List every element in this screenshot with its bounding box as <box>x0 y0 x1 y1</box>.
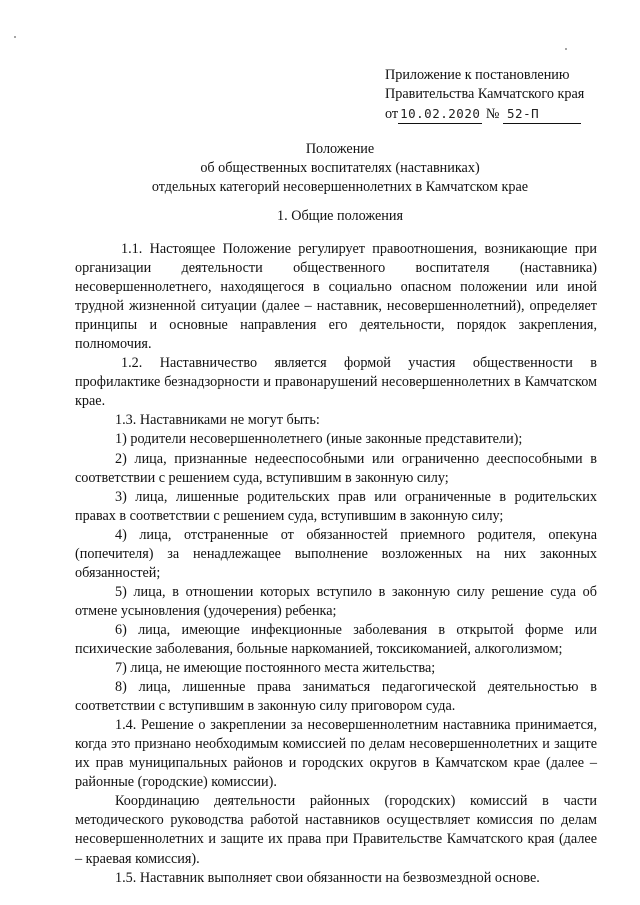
number-value: 52-П <box>503 104 581 124</box>
paragraph-1-2: 1.2. Наставничество является формой участия общественности в профилактике безнадзорности и правонарушений несовершеннолетних в Камчатском крае. <box>75 355 597 410</box>
title-line-1: Положение <box>305 141 375 157</box>
document-title <box>40 140 640 197</box>
number-prefix: № <box>485 106 500 122</box>
appendix-line-2: Правительства Камчатского края <box>385 86 585 102</box>
list-item-3: 3) лица, лишенные родительских прав или ограниченные в родительских правах в соответствии с решением суда, вступившим в законную силу; <box>75 488 597 524</box>
list-item-8: 8) лица, лишенные права заниматься педагогической деятельностью в соответствии с вступившим в законную силу приговором суда. <box>75 679 597 715</box>
paragraph-1-5: 1.5. Наставник выполняет свои обязанности на безвозмездной основе. <box>115 869 540 886</box>
list-item-1: 1) родители несовершеннолетнего (иные законные представители); <box>115 431 523 448</box>
list-item-7: 7) лица, не имеющие постоянного места жительства; <box>115 660 436 677</box>
document-body <box>75 240 597 888</box>
paragraph-1-1: 1.1. Настоящее Положение регулирует правоотношения, возникающие при организации деятельности общественного воспитателя (наставника) несовершеннолетнего, находящегося в социально опасном положении или иной трудной жизненной ситуации (далее – наставник, несовершеннолетний), определяет принципы и основные направления его деятельности, порядок закрепления, полномочия. <box>75 241 597 353</box>
list-item-2: 2) лица, признанные недееспособными или ограниченно дееспособными в соответствии с решением суда, вступившим в законную силу; <box>75 450 597 486</box>
appendix-block <box>385 66 625 124</box>
scan-speck <box>565 48 567 50</box>
paragraph-1-4: 1.4. Решение о закреплении за несовершеннолетним наставника принимается, когда это признано необходимым комиссией по делам несовершеннолетних и защите их прав муниципальных районов и городских округов в Камчатском крае (далее – районные (городские) комиссии). <box>75 717 597 791</box>
scan-speck <box>14 36 16 38</box>
appendix-line-1: Приложение к постановлению <box>385 67 570 83</box>
paragraph-coordination: Координацию деятельности районных (городских) комиссий в части методического руководства работой наставников осуществляет комиссия по делам несовершеннолетних и защите их права при Правительстве Камчатского края (далее – краевая комиссия). <box>75 793 597 867</box>
date-value: 10.02.2020 <box>398 104 482 124</box>
list-item-5: 5) лица, в отношении которых вступило в законную силу решение суда об отмене усыновления (удочерения) ребенка; <box>75 583 597 619</box>
list-item-4: 4) лица, отстраненные от обязанностей приемного родителя, опекуна (попечителя) за ненадлежащее выполнение возложенных на них законных обязанностей; <box>75 526 597 581</box>
paragraph-1-3: 1.3. Наставниками не могут быть: <box>115 412 320 429</box>
section-heading: 1. Общие положения <box>277 208 403 224</box>
list-item-6: 6) лица, имеющие инфекционные заболевания в открытой форме или психические заболевания, больные наркоманией, токсикоманией, алкоголизмом; <box>75 621 597 657</box>
title-line-2: об общественных воспитателях (наставниках) <box>200 160 480 176</box>
title-line-3: отдельных категорий несовершеннолетних в Камчатском крае <box>151 179 529 195</box>
appendix-date-line <box>385 104 625 124</box>
date-prefix: от <box>385 106 399 122</box>
